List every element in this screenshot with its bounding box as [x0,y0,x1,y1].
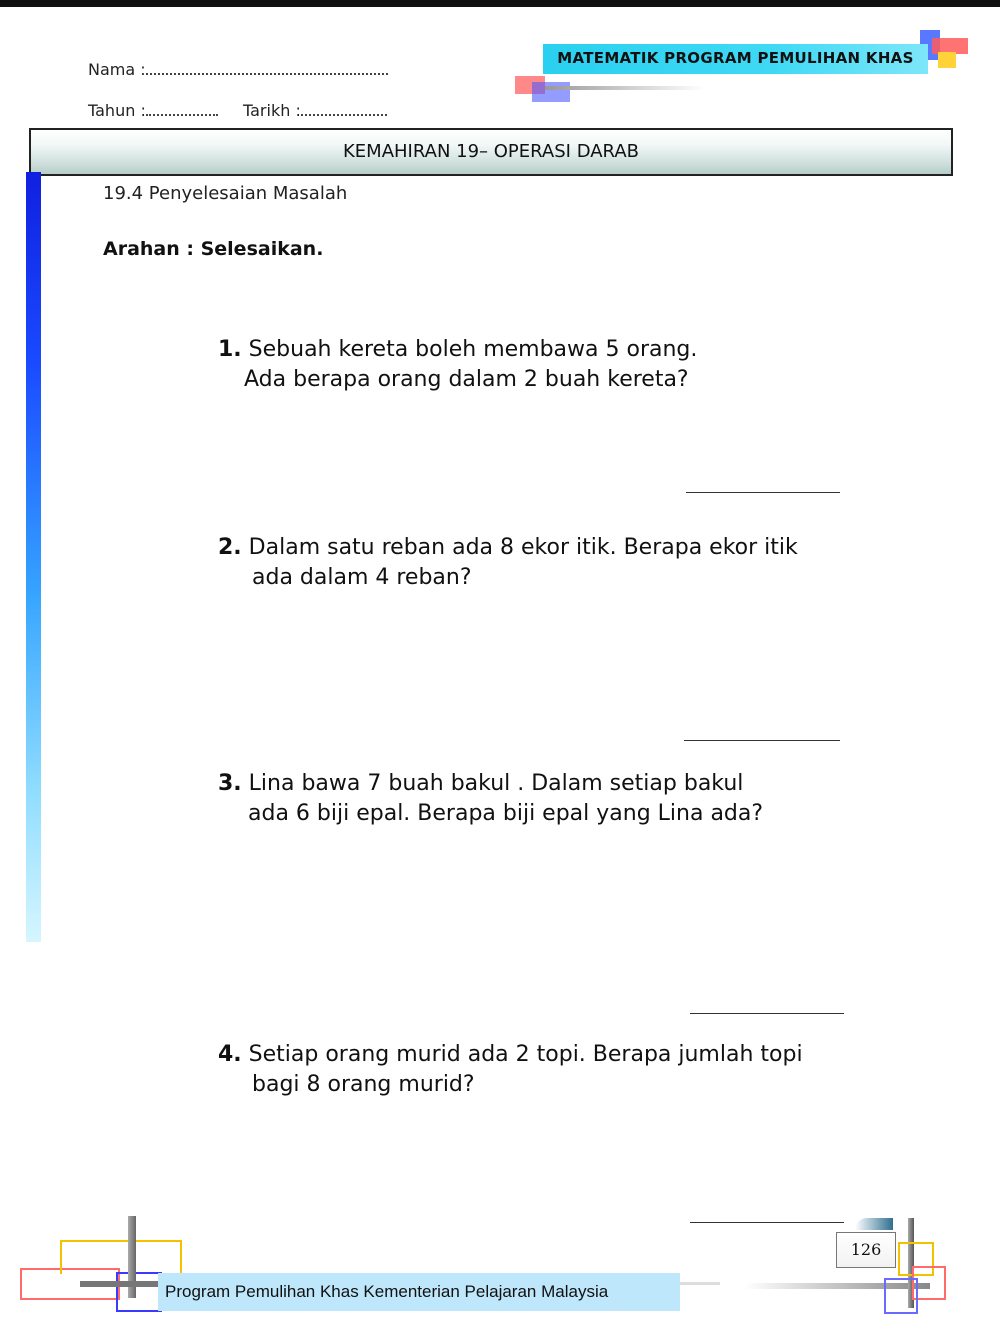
question-text-line2: Ada berapa orang dalam 2 buah kereta? [244,367,689,392]
top-border [0,0,1000,7]
deco-frame-blue-right [884,1278,918,1314]
deco-frame-blue [116,1272,162,1312]
question-number: 2. [218,535,242,560]
question-2 [218,533,798,593]
question-text-line1: Sebuah kereta boleh membawa 5 orang. [248,337,698,362]
answer-line-3[interactable] [690,1013,844,1014]
question-1 [218,335,697,395]
page-number: 126 [836,1232,896,1268]
footer-text: Program Pemulihan Khas Kementerian Pelajaran Malaysia [158,1273,680,1311]
name-blank[interactable] [146,61,388,75]
answer-line-1[interactable] [686,492,840,493]
program-title: MATEMATIK PROGRAM PEMULIHAN KHAS [543,44,928,74]
instruction: Arahan : Selesaikan. [103,238,324,260]
side-gradient-bar [26,172,41,942]
deco-line [545,86,705,90]
question-text-line1: Dalam satu reban ada 8 ekor itik. Berapa ekor itik [248,535,798,560]
date-field[interactable] [243,101,387,120]
section-subtitle: 19.4 Penyelesaian Masalah [103,183,348,204]
year-field[interactable] [88,101,218,120]
question-text-line2: ada 6 biji epal. Berapa biji epal yang Lina ada? [248,801,764,826]
deco-curl [855,1218,893,1230]
question-number: 4. [218,1042,242,1067]
answer-line-2[interactable] [684,740,840,741]
deco-frame-yellow [60,1240,182,1274]
name-field[interactable] [88,60,388,79]
date-blank[interactable] [301,102,387,116]
year-label: Tahun : [88,101,146,120]
date-label: Tarikh : [243,101,301,120]
deco-block-yellow [938,52,956,68]
question-text-line2: bagi 8 orang murid? [252,1072,475,1097]
deco-line-footer [680,1282,720,1285]
deco-bar [80,1281,158,1287]
answer-line-4[interactable] [690,1222,844,1223]
deco-block-blue-left [532,82,570,102]
question-text-line1: Lina bawa 7 buah bakul . Dalam setiap bakul [248,771,744,796]
name-label: Nama : [88,60,146,79]
question-text-line1: Setiap orang murid ada 2 topi. Berapa jumlah topi [248,1042,803,1067]
year-blank[interactable] [146,102,218,116]
question-number: 3. [218,771,242,796]
question-4 [218,1040,803,1100]
question-3 [218,769,763,829]
skill-banner: KEMAHIRAN 19– OPERASI DARAB [29,128,953,176]
question-text-line2: ada dalam 4 reban? [252,565,472,590]
question-number: 1. [218,337,242,362]
